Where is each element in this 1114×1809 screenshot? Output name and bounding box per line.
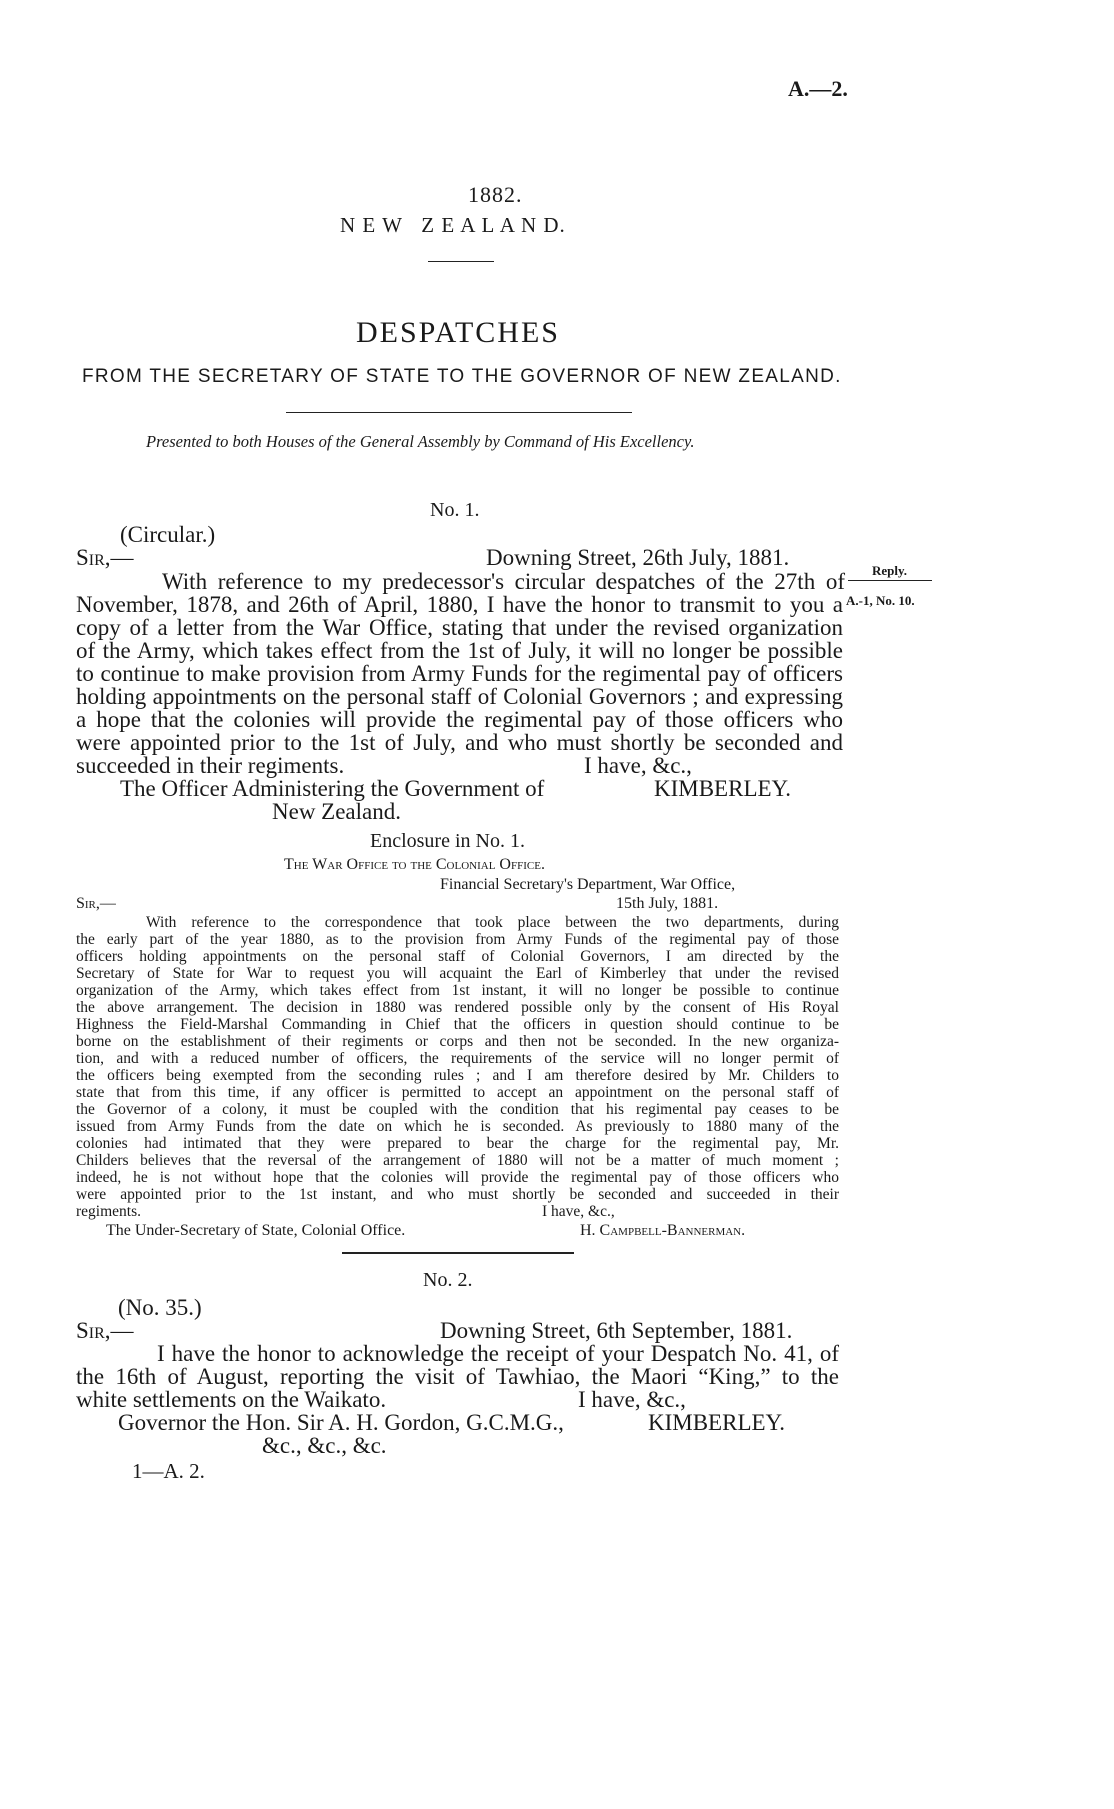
- despatch-1-line: a hope that the colonies will provide the regimental pay of those officers who: [76, 707, 843, 732]
- country-title: N E W Z E A L A N D.: [340, 213, 566, 237]
- despatch-1-circular: (Circular.): [120, 522, 216, 547]
- enclosure-line: colonies had intimated that they were prepared to bear the charge for the regimental pay, Mr.: [76, 1135, 839, 1152]
- despatch-1-last-line: succeeded in their regiments.: [76, 753, 345, 778]
- enclosure-from-to: The War Office to the Colonial Office.: [284, 856, 545, 873]
- despatch-2-ref: (No. 35.): [118, 1295, 202, 1320]
- enclosure-date: 15th July, 1881.: [616, 895, 719, 912]
- title-divider: [428, 261, 494, 262]
- margin-reference: A.-1, No. 10.: [846, 593, 915, 608]
- enclosure-line: officers holding appointments on the personal staff of Colonial Governors, I am directed by the: [76, 948, 839, 965]
- subtitle: FROM THE SECRETARY OF STATE TO THE GOVERNOR OF NEW ZEALAND.: [82, 366, 842, 387]
- year: 1882.: [468, 182, 523, 207]
- enclosure-line: indeed, he is not without hope that the colonies will provide the regimental pay of those officers who: [76, 1169, 839, 1186]
- enclosure-heading: Enclosure in No. 1.: [370, 830, 525, 852]
- enclosure-line: the above arrangement. The decision in 1880 was rendered possible only by the consent of His Royal: [76, 999, 839, 1016]
- main-title: DESPATCHES: [356, 316, 560, 349]
- despatch-1-line: of the Army, which takes effect from the 1st of July, it will no longer be possible: [76, 638, 843, 663]
- despatch-1-addressee: The Officer Administering the Government of: [120, 776, 545, 801]
- despatch-2-line: the 16th of August, reporting the visit of Tawhiao, the Maori “King,” to the: [76, 1364, 839, 1389]
- subtitle-divider: [286, 412, 632, 413]
- despatch-2-place-date: Downing Street, 6th September, 1881.: [440, 1318, 793, 1343]
- enclosure-line: the Governor of a colony, it must be coupled with the condition that his regimental pay ceases to be: [76, 1101, 839, 1118]
- section-divider: [342, 1252, 574, 1254]
- enclosure-line: issued from Army Funds from the date on which he is seconded. As previously to 1880 many of the: [76, 1118, 839, 1135]
- enclosure-line: Secretary of State for War to request you will acquaint the Earl of Kimberley that under the revised: [76, 965, 839, 982]
- enclosure-line: Childers believes that the reversal of the arrangement of 1880 will not be a matter of much moment ;: [76, 1152, 839, 1169]
- despatch-1-line: to continue to make provision from Army Funds for the regimental pay of officers: [76, 661, 843, 686]
- despatch-1-salutation: Sir,—: [76, 545, 134, 570]
- margin-rule: [848, 580, 932, 581]
- despatch-2-salutation: Sir,—: [76, 1318, 134, 1343]
- enclosure-salutation: Sir,—: [76, 895, 116, 912]
- page-reference: A.—2.: [788, 76, 848, 101]
- enclosure-line: were appointed prior to the 1st instant, and who must shortly be seconded and succeeded in their: [76, 1186, 839, 1203]
- enclosure-last-line: regiments.: [76, 1203, 141, 1220]
- enclosure-line: organization of the Army, which takes effect from 1st instant, it will no longer be possible to continue: [76, 982, 839, 999]
- despatch-1-signature: KIMBERLEY.: [654, 776, 791, 801]
- despatch-1-line: were appointed prior to the 1st of July, and who must shortly be seconded and: [76, 730, 843, 755]
- enclosure-line: state that from this time, if any officer is permitted to accept an appointment on the personal staff of: [76, 1084, 839, 1101]
- footer-reference: 1—A. 2.: [132, 1459, 205, 1483]
- despatch-1-heading: No. 1.: [430, 499, 480, 521]
- despatch-1-line: November, 1878, and 26th of April, 1880, I have the honor to transmit to you a: [76, 592, 843, 617]
- enclosure-signature: H. Campbell-Bannerman.: [580, 1222, 746, 1239]
- despatch-1-closing: I have, &c.,: [584, 753, 692, 778]
- enclosure-line: With reference to the correspondence that took place between the two departments, during: [146, 914, 839, 931]
- despatch-2-signature: KIMBERLEY.: [648, 1410, 785, 1435]
- despatch-1-addressee-line2: New Zealand.: [272, 799, 401, 824]
- despatch-1-line: With reference to my predecessor's circular despatches of the 27th of: [162, 569, 845, 594]
- margin-reply: Reply.: [872, 563, 908, 578]
- presented-line: Presented to both Houses of the General Assembly by Command of His Excellency.: [146, 432, 695, 451]
- enclosure-line: the officers being exempted from the seconding rules ; and I am therefore desired by Mr. Childers to: [76, 1067, 839, 1084]
- despatch-2-last-line: white settlements on the Waikato.: [76, 1387, 387, 1412]
- enclosure-line: Highness the Field-Marshal Commanding in Chief that the officers in question should continue to be: [76, 1016, 839, 1033]
- enclosure-closing: I have, &c.,: [542, 1203, 615, 1220]
- despatch-1-line: holding appointments on the personal staff of Colonial Governors ; and expressing: [76, 684, 843, 709]
- enclosure-line: borne on the establishment of their regiments or corps and then not be seconded. In the new organiza-: [76, 1033, 839, 1050]
- despatch-2-heading: No. 2.: [423, 1269, 473, 1291]
- enclosure-office: Financial Secretary's Department, War Office,: [440, 876, 736, 893]
- despatch-2-closing: I have, &c.,: [578, 1387, 686, 1412]
- despatch-2-line: I have the honor to acknowledge the receipt of your Despatch No. 41, of: [157, 1341, 839, 1366]
- despatch-1-place-date: Downing Street, 26th July, 1881.: [486, 545, 790, 570]
- despatch-1-line: copy of a letter from the War Office, stating that under the revised organization: [76, 615, 843, 640]
- enclosure-line: the early part of the year 1880, as to the provision from Army Funds of the regimental pay of those: [76, 931, 839, 948]
- enclosure-line: tion, and with a reduced number of officers, the requirements of the service will no longer permit of: [76, 1050, 839, 1067]
- enclosure-addressee: The Under-Secretary of State, Colonial Office.: [106, 1222, 406, 1239]
- despatch-2-addressee: Governor the Hon. Sir A. H. Gordon, G.C.M.G.,: [118, 1410, 564, 1435]
- despatch-2-addressee-line2: &c., &c., &c.: [262, 1433, 387, 1458]
